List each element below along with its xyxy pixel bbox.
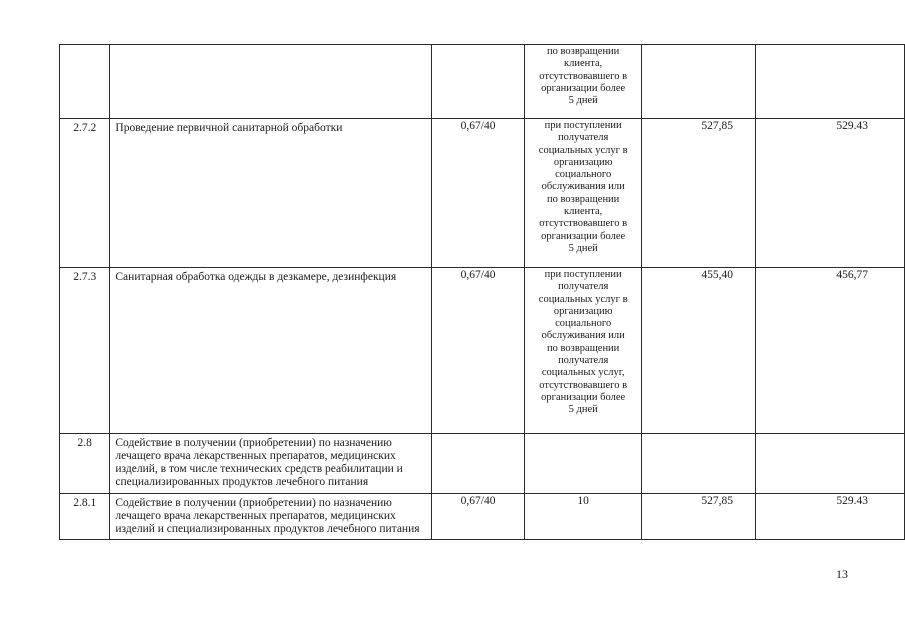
table-row	[60, 434, 905, 494]
row-condition: 10	[525, 494, 642, 540]
table-row	[60, 119, 905, 268]
condition-line: получателя	[558, 355, 609, 367]
condition-line: получателя	[558, 281, 609, 293]
row-price-1: 527,85	[642, 119, 756, 268]
service-name-line: Содействие в получении (приобретении) по назначению	[115, 497, 392, 509]
condition-line: организации более	[541, 230, 626, 242]
row-service-name	[110, 268, 432, 434]
service-name-line: изделий и специализированных продуктов лечебного питания	[115, 523, 420, 535]
condition-line: по возвращении	[547, 46, 620, 57]
condition-line: при поступлении	[544, 269, 622, 280]
condition-line: по возвращении	[547, 193, 620, 205]
service-name-line: Санитарная обработка одежды в дезкамере, дезинфекция	[115, 271, 397, 283]
condition-line: отсутствовавшего в	[539, 379, 628, 391]
condition-line: организации более	[541, 391, 626, 403]
condition-line: социальных услуг в	[538, 293, 628, 305]
row-condition	[525, 45, 642, 119]
row-price-2	[755, 45, 904, 119]
condition-line: клиента,	[564, 206, 603, 218]
condition-line: организацию	[553, 156, 613, 168]
row-service-name	[110, 434, 432, 494]
row-rate	[432, 45, 525, 119]
condition-line: 5 дней	[568, 242, 598, 254]
row-condition	[525, 268, 642, 434]
condition-line: обслуживания или	[541, 181, 625, 193]
row-rate: 0,67/40	[432, 494, 525, 540]
row-number: 2.7.3	[60, 268, 110, 434]
condition-line: обслуживания или	[541, 330, 625, 342]
service-name-line: Содействие в получении (приобретении) по назначению	[115, 437, 392, 449]
row-number	[60, 45, 110, 119]
condition-line: отсутствовавшего в	[539, 70, 628, 82]
row-price-1	[642, 434, 756, 494]
table-row	[60, 494, 905, 540]
row-price-1	[642, 45, 756, 119]
table-row	[60, 45, 905, 119]
row-number: 2.7.2	[60, 119, 110, 268]
row-rate: 0,67/40	[432, 268, 525, 434]
row-service-name	[110, 494, 432, 540]
condition-line: клиента,	[564, 58, 603, 70]
condition-line: при поступлении	[544, 120, 622, 131]
service-name-line: специализированных продуктов лечебного питания	[115, 476, 369, 488]
row-price-1: 455,40	[642, 268, 756, 434]
service-name-line: Проведение первичной санитарной обработки	[115, 122, 343, 134]
condition-line: получателя	[558, 132, 609, 144]
row-service-name	[110, 119, 432, 268]
condition-line: 5 дней	[568, 404, 598, 416]
row-condition	[525, 434, 642, 494]
condition-line: социальных услуг,	[541, 367, 625, 379]
condition-line: организации более	[541, 82, 626, 94]
row-rate	[432, 434, 525, 494]
row-condition	[525, 119, 642, 268]
row-rate: 0,67/40	[432, 119, 525, 268]
condition-line: по возвращении	[547, 342, 620, 354]
condition-line: отсутствовавшего в	[539, 218, 628, 230]
service-name-line: изделий, в том числе технических средств реабилитации и	[115, 463, 403, 475]
row-price-2	[755, 434, 904, 494]
row-price-2: 456,77	[755, 268, 904, 434]
services-table	[59, 44, 905, 540]
row-price-1: 527,85	[642, 494, 756, 540]
row-service-name	[110, 45, 432, 119]
row-price-2: 529.43	[755, 119, 904, 268]
table-row	[60, 268, 905, 434]
row-number: 2.8	[60, 434, 110, 494]
row-price-2: 529.43	[755, 494, 904, 540]
condition-line: социального	[555, 169, 612, 181]
condition-line: организацию	[553, 305, 613, 317]
page-number: 13	[836, 567, 848, 581]
service-name-line: лечащего врача лекарственных препаратов, медицинских	[115, 450, 396, 462]
service-name-line: лечащего врача лекарственных препаратов, медицинских	[115, 510, 396, 522]
condition-line: социальных услуг в	[538, 144, 628, 156]
condition-line: социального	[555, 318, 612, 330]
row-number: 2.8.1	[60, 494, 110, 540]
condition-line: 5 дней	[568, 95, 598, 107]
